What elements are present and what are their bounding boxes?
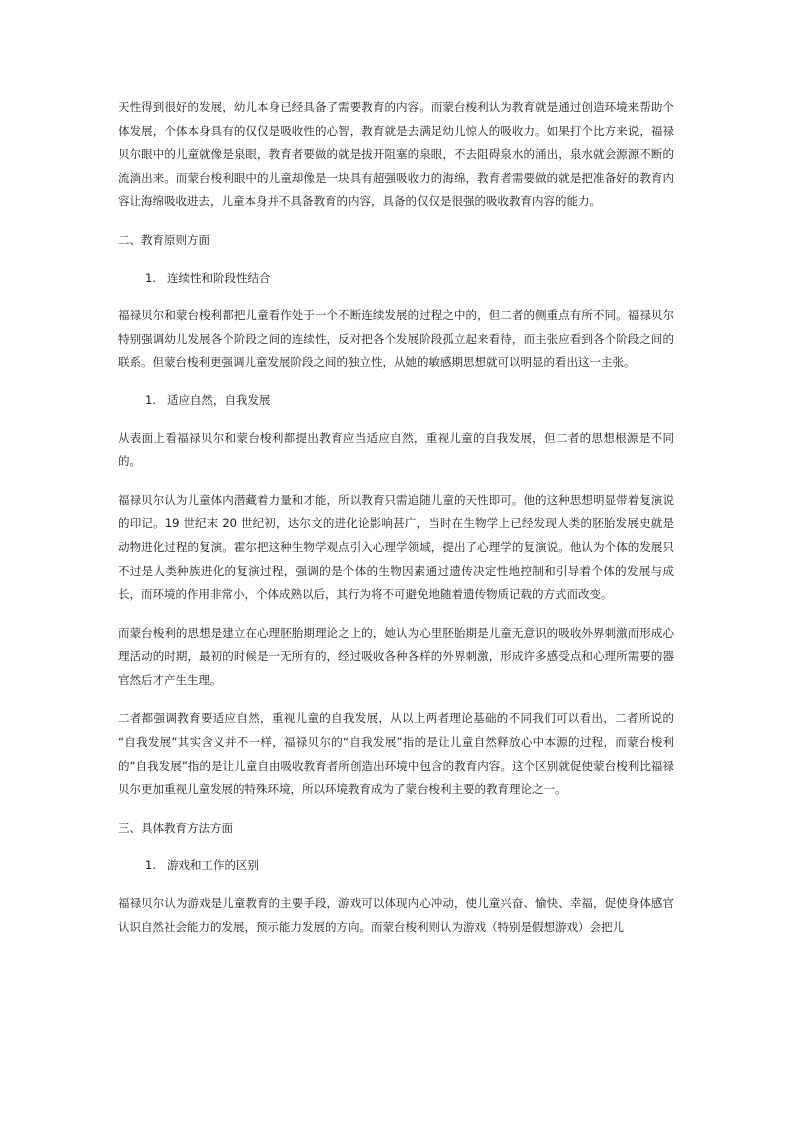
list-number: 1. (145, 270, 156, 285)
list-item-label: 游戏和工作的区别 (167, 858, 259, 873)
paragraph-froebel-recapitulation: 福禄贝尔认为儿童体内潜藏着力量和才能，所以教育只需追随儿童的天性即可。他的这种思想明显带着复演说的印记。19 世纪末 20 世纪初，达尔文的进化论影响甚广，当时在生物学上已经发现人类的胚胎发展史就是动物进化过程的复演。霍尔把这种生物学观点引入心理学领域，提出了心理学的复演说。他认为个体的发展只不过是人类种族进化的复演过程，强调的是个体的生物因素通过遗传决定性地控制和引导着个体的发展与成长，而环境的作用非常小，个体成熟以后，其行为将不可避免地随着遗传物质记载的方式而改变。 (118, 492, 674, 602)
list-item-play-work (118, 854, 674, 878)
section-heading-methods: 三、具体教育方法方面 (118, 820, 233, 835)
paragraph-play: 福禄贝尔认为游戏是儿童教育的主要手段，游戏可以体现内心冲动，使儿童兴奋、愉快、幸福，促使身体感官认识自然社会能力的发展，预示能力发展的方向。而蒙台梭利则认为游戏（特别是假想游戏）会把儿 (118, 896, 674, 934)
paragraph-intro-continuation: 天性得到很好的发展，幼儿本身已经具备了需要教育的内容。而蒙台梭利认为教育就是通过创造环境来帮助个体发展，个体本身具有的仅仅是吸收性的心智，教育就是去满足幼儿惊人的吸收力。如果打个比方来说，福禄贝尔眼中的儿童就像是泉眼，教育者要做的就是拔开阻塞的泉眼，不去阻碍泉水的涌出，泉水就会源源不断的流淌出来。而蒙台梭利眼中的儿童却像是一块具有超强吸收力的海绵，教育者需要做的就是把准备好的教育内容让海绵吸收进去，儿童本身并不具备教育的内容，具备的仅仅是很强的吸收教育内容的能力。 (118, 100, 674, 209)
document-page (118, 96, 674, 939)
list-item-continuity (118, 267, 674, 291)
list-number: 1. (145, 858, 156, 873)
list-item-label: 连续性和阶段性结合 (167, 270, 271, 285)
list-number: 1. (145, 392, 156, 407)
paragraph-self-development: 二者都强调教育要适应自然，重视儿童的自我发展，从以上两者理论基础的不同我们可以看出，二者所说的 “自我发展”其实含义并不一样，福禄贝尔的“自我发展”指的是让儿童自然释放心中本源的过程，而蒙台梭利的“自我发展”指的是让儿童自由吸收教育者所创造出环境中包含的教育内容。这个区别就促使蒙台梭利比福禄贝尔更加重视儿童发展的特殊环境，所以环境教育成为了蒙台梭利主要的教育理论之一。 (118, 711, 674, 797)
list-item-nature (118, 389, 674, 413)
section-heading-principles: 二、教育原则方面 (118, 232, 210, 247)
list-item-label: 适应自然，自我发展 (167, 392, 271, 407)
paragraph-montessori-embryo: 而蒙台梭利的思想是建立在心理胚胎期理论之上的，她认为心里胚胎期是儿童无意识的吸收外界刺激而形成心理活动的时期，最初的时候是一无所有的，经过吸收各种各样的外界刺激，形成许多感受点和心理所需要的器官然后才产生生理。 (118, 625, 674, 687)
paragraph-continuity: 福禄贝尔和蒙台梭利都把儿童看作处于一个不断连续发展的过程之中的，但二者的侧重点有所不同。福禄贝尔特别强调幼儿发展各个阶段之间的连续性，反对把各个发展阶段孤立起来看待，而主张应看到各个阶段之间的联系。但蒙台梭利更强调儿童发展阶段之间的独立性，从她的敏感期思想就可以明显的看出这一主张。 (118, 308, 674, 370)
paragraph-nature-intro: 从表面上看福禄贝尔和蒙台梭利都提出教育应当适应自然，重视儿童的自我发展，但二者的思想根源是不同的。 (118, 430, 674, 469)
